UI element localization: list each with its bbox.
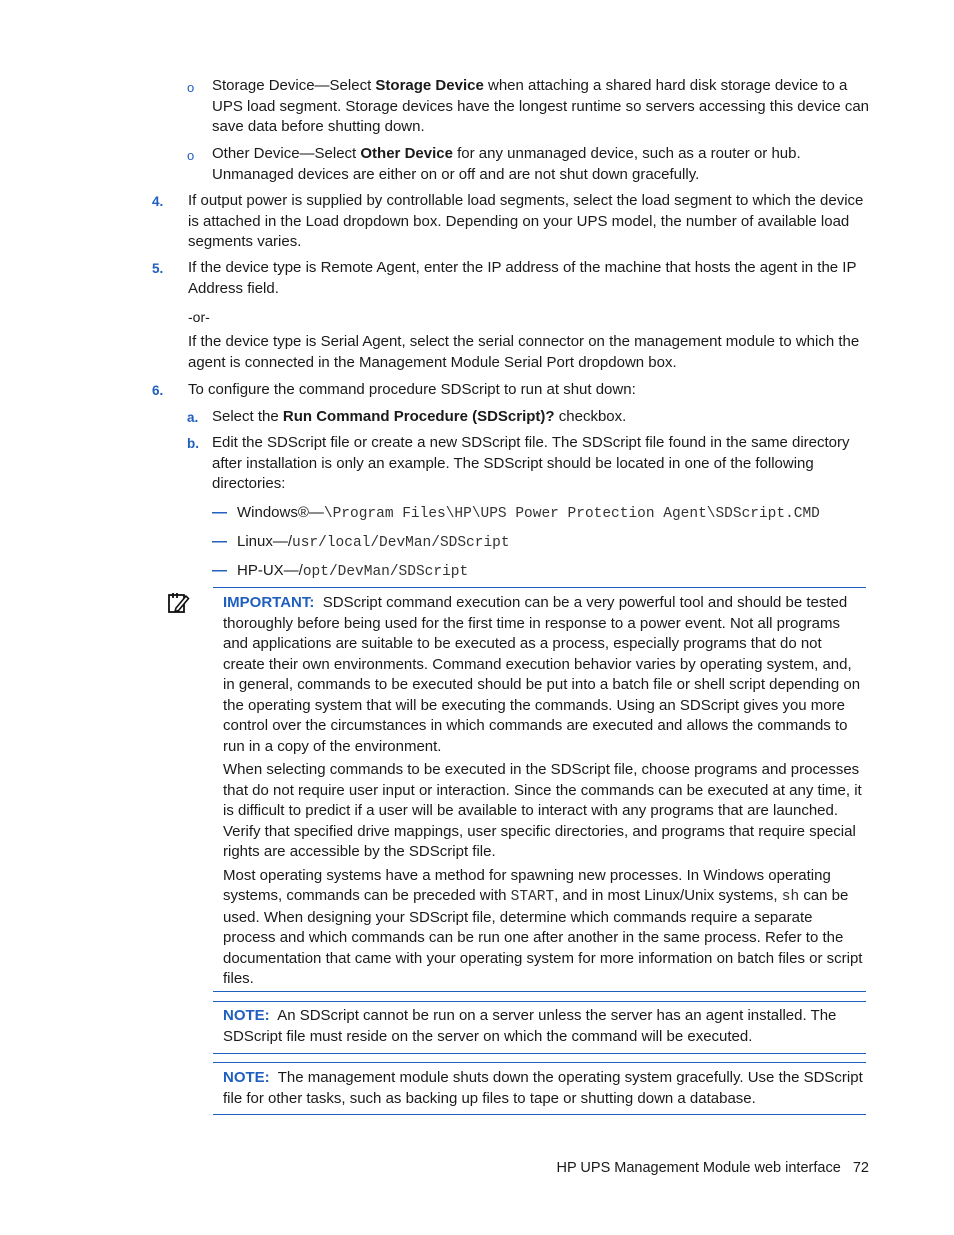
step-number: 5. bbox=[152, 261, 164, 276]
page-number: 72 bbox=[852, 1160, 869, 1176]
dir-hpux: HP-UX—/opt/DevMan/SDScript bbox=[237, 562, 469, 580]
note1-bottom-rule bbox=[213, 1053, 866, 1054]
footer-title: HP UPS Management Module web interface bbox=[556, 1160, 841, 1176]
dash-marker: — bbox=[212, 562, 227, 579]
dir-windows: Windows®—\Program Files\HP\UPS Power Protection Agent\SDScript.CMD bbox=[237, 504, 820, 522]
substep-a-text: Select the Run Command Procedure (SDScript)? checkbox. bbox=[212, 408, 627, 425]
dir-linux: Linux—/usr/local/DevMan/SDScript bbox=[237, 533, 510, 551]
important-label: IMPORTANT: bbox=[223, 594, 315, 611]
note1-top-rule bbox=[213, 1001, 866, 1002]
step-number: 4. bbox=[152, 194, 164, 209]
substep-marker: b. bbox=[187, 436, 199, 451]
bullet-marker: o bbox=[187, 148, 195, 163]
dash-marker: — bbox=[212, 533, 227, 550]
step-5-text: If the device type is Remote Agent, enter the IP address of the machine that hosts the agent in the IP Address field. bbox=[188, 259, 857, 297]
important-top-rule bbox=[213, 587, 866, 588]
important-paragraph-2: When selecting commands to be executed in the SDScript file, choose programs and processes that do not require user input or interaction. Since the commands can be executed at any time, it is difficult to predict if a user will be available to interact with any programs that are launched. Verify that specified drive mappings, user specific directories, and programs that require special rights are accessible by the SDScript file. bbox=[223, 761, 862, 860]
step-4-text: If output power is supplied by controllable load segments, select the load segment to which the device is attached in the Load dropdown box. Depending on your UPS model, the number of available load segments varies. bbox=[188, 192, 864, 250]
important-paragraph-3: Most operating systems have a method for spawning new processes. In Windows operating systems, commands can be preceded with START, and in most Linux/Unix systems, sh can be used. When designing your SDScript file, determine which commands require a separate process and which commands can be run one after another in the same process. Refer to the documentation that came with your operating system for more information on batch files or script files. bbox=[223, 866, 863, 987]
substep-marker: a. bbox=[187, 410, 199, 425]
note2-top-rule bbox=[213, 1062, 866, 1063]
substep-b-text: Edit the SDScript file or create a new SDScript file. The SDScript file found in the same directory after installation is only an example. The SDScript should be located in one of the following directories: bbox=[212, 434, 850, 492]
page-footer bbox=[557, 1158, 869, 1179]
list-item-storage-device: Storage Device—Select Storage Device when attaching a shared hard disk storage device to a UPS load segment. Storage devices have the longest runtime so servers accessing this device can save data before shutting down. bbox=[212, 77, 870, 135]
important-paragraph-1: IMPORTANT: SDScript command execution can be a very powerful tool and should be tested thoroughly before being used for the first time in response to a power event. Not all programs and applications are suitable to be executed as a process, especially programs that do not create their own environments. Command execution behavior varies by operating system, and, in general, commands to be executed should be put into a batch file or shell script depending on the operating system that will be executing the commands. Using an SDScript gives you more control over the circumstances in which commands are executed and allows the commands to run in a copy of the environment. bbox=[223, 594, 861, 755]
important-bottom-rule bbox=[213, 991, 866, 992]
note-1: NOTE: An SDScript cannot be run on a server unless the server has an agent installed. The SDScript file must reside on the server on which the command will be executed. bbox=[223, 1007, 837, 1045]
note-2: NOTE: The management module shuts down the operating system gracefully. Use the SDScript file for other tasks, such as backing up files to tape or shutting down a database. bbox=[223, 1069, 863, 1107]
note-label: NOTE: bbox=[223, 1069, 270, 1086]
step-number: 6. bbox=[152, 383, 164, 398]
note2-bottom-rule bbox=[213, 1114, 866, 1115]
dash-marker: — bbox=[212, 504, 227, 521]
important-box bbox=[223, 593, 866, 990]
important-icon bbox=[166, 591, 190, 622]
bullet-marker: o bbox=[187, 80, 195, 95]
or-separator: -or- bbox=[188, 309, 210, 325]
list-item-other-device: Other Device—Select Other Device for any unmanaged device, such as a router or hub. Unmanaged devices are either on or off and are not shut down gracefully. bbox=[212, 145, 801, 183]
step-5-text-serial: If the device type is Serial Agent, select the serial connector on the management module to which the agent is connected in the Management Module Serial Port dropdown box. bbox=[188, 333, 860, 371]
note-label: NOTE: bbox=[223, 1007, 270, 1024]
step-6-text: To configure the command procedure SDScript to run at shut down: bbox=[188, 381, 636, 398]
